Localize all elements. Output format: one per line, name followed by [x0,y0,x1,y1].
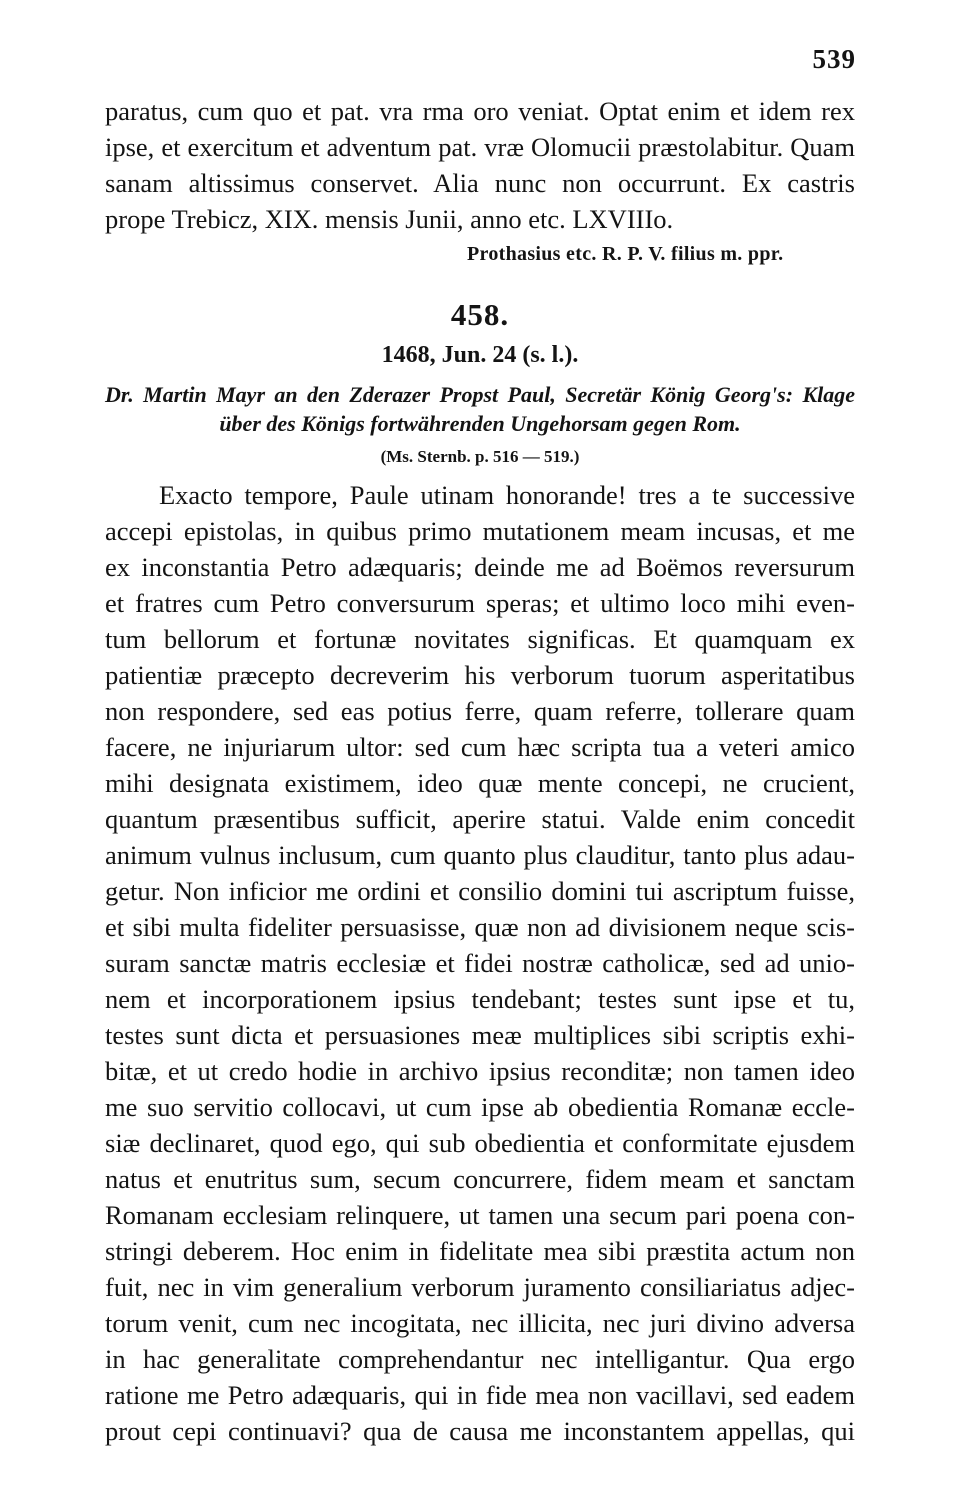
text-line: nem et incorporationem ipsius tendebant; testes sunt ipse et tu, [105,984,855,1014]
text-line: me suo servitio collocavi, ut cum ipse ab obedientia Romanæ eccle- [105,1092,855,1122]
text-line: Romanam ecclesiam relinquere, ut tamen una secum pari poena con- [105,1200,855,1230]
text-line: et fratres cum Petro conversurum speras; et ultimo loco mihi even- [105,588,855,618]
text-line: tum bellorum et fortunæ novitates significas. Et quamquam ex [105,624,855,654]
text-line: torum venit, cum nec incogitata, nec illicita, nec juri divino adversa [105,1308,855,1338]
text-line: ex inconstantia Petro adæquaris; deinde me ad Boëmos reversurum [105,552,855,582]
text-line: fuit, nec in vim generalium verborum juramento consiliariatus adjec- [105,1272,855,1302]
text-line: non respondere, sed eas potius ferre, quam referre, tollerare quam [105,696,855,726]
text-line: natus et enutritus sum, secum concurrere, fidem meam et sanctam [105,1164,855,1194]
letter-closing-paragraph [105,93,855,237]
text-line: siæ declinaret, quod ego, qui sub obedientia et conformitate ejusdem [105,1128,855,1158]
text-line: in hac generalitate comprehendantur nec intelligantur. Qua ergo [105,1344,855,1374]
summary-line: Dr. Martin Mayr an den Zderazer Propst Paul, Secretär König Georg's: Klage [105,382,855,407]
text-line: testes sunt dicta et persuasiones meæ multiplices sibi scriptis exhi- [105,1020,855,1050]
text-line: patientiæ præcepto decreverim his verborum tuorum asperitatibus [105,660,855,690]
summary-line: über des Königs fortwährenden Ungehorsam gegen Rom. [219,411,741,436]
text-line: ipse, et exercitum et adventum pat. vræ Olomucii præstolabitur. Quam [105,132,855,162]
document-summary [105,380,855,438]
text-line: facere, ne injuriarum ultor: sed cum hæc scripta tua a veteri amico [105,732,855,762]
text-line: prope Trebicz, XIX. mensis Junii, anno etc. LXVIIIo. [105,204,674,234]
text-line: et sibi multa fideliter persuasisse, quæ non ad divisionem neque scis- [105,912,855,942]
document-date: 1468, Jun. 24 (s. l.). [381,342,579,368]
text-line: stringi deberem. Hoc enim in fidelitate mea sibi præstita actum non [105,1236,855,1266]
document-number: 458. [450,297,510,332]
letter-body [105,477,855,1449]
text-line: ratione me Petro adæquaris, qui in fide mea non vacillavi, sed eadem [105,1380,855,1410]
text-line: bitæ, et ut credo hodie in archivo ipsius reconditæ; non tamen ideo [105,1056,855,1086]
text-line: sanam altissimus conservet. Alia nunc non occurrunt. Ex castris [105,168,855,198]
text-line: paratus, cum quo et pat. vra rma oro veniat. Optat enim et idem rex [105,96,855,126]
text-line: Exacto tempore, Paule utinam honorande! tres a te successive [159,480,855,510]
text-line: quantum præsentibus sufficit, aperire statui. Valde enim concedit [105,804,855,834]
text-line: accepi epistolas, in quibus primo mutationem meam incusas, et me [105,516,855,546]
text-line: prout cepi continuavi? qua de causa me inconstantem appellas, qui [105,1416,855,1446]
text-line: mihi designata existimem, ideo quæ mente concepi, ne crucient, [105,768,855,798]
letter-signature: Prothasius etc. R. P. V. filius m. ppr. [467,243,784,265]
text-line: getur. Non inficior me ordini et consilio domini tui ascriptum fuisse, [105,876,855,906]
text-line: animum vulnus inclusum, cum quanto plus clauditur, tanto plus adau- [105,840,855,870]
page-number: 539 [812,44,856,74]
text-line: suram sanctæ matris ecclesiæ et fidei nostræ catholicæ, sed ad unio- [105,948,855,978]
manuscript-source: (Ms. Sternb. p. 516 — 519.) [380,447,580,466]
